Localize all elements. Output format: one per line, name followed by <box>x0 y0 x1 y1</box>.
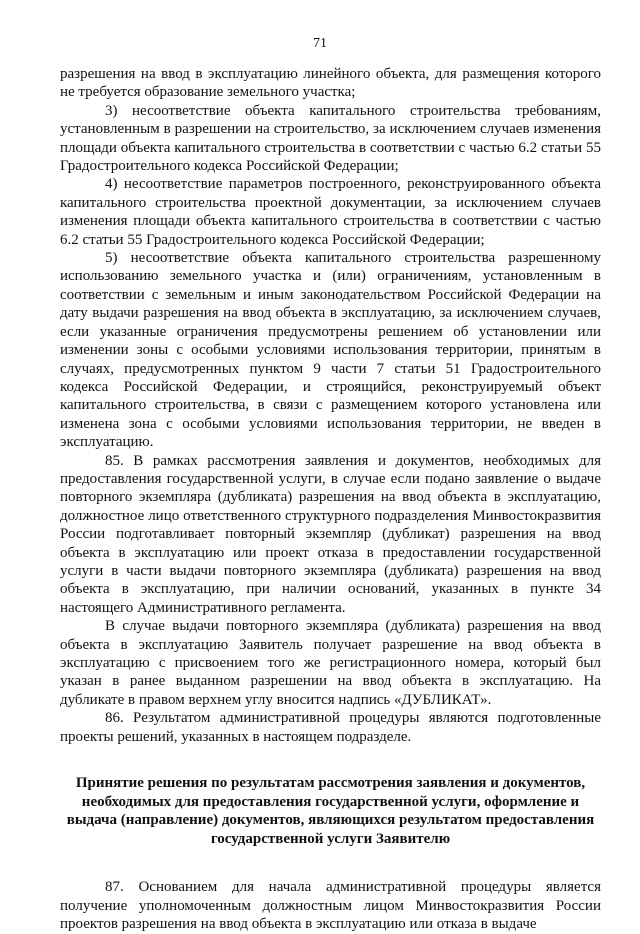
page-number: 71 <box>313 36 327 51</box>
paragraph-item-3: 3) несоответствие объекта капитального строительства требованиям, установленным в разрешении на строительство, за исключением случаев изменения площади объекта капитального строительства в соответствии с частью 6.2 статьи 55 Градостроительного кодекса Российской Федерации; <box>60 102 601 175</box>
paragraph-item-5: 5) несоответствие объекта капитального строительства разрешенному использованию земельного участка и (или) ограничениям, установленным в соответствии с земельным и иным законодательством Российской Федерации на дату выдачи разрешения на ввод объекта в эксплуатацию, за исключением случаев, если указанные ограничения предусмотрены решением об установлении или изменении зоны с особыми условиями использования территории, принятым в случаях, предусмотренных пунктом 9 части 7 статьи 51 Градостроительного кодекса Российской Федерации, и строящийся, реконструируемый объект капитального строительства, в связи с размещением которого установлена или изменена зона с особыми условиями использования территории, не введен в эксплуатацию. <box>60 250 601 451</box>
paragraph-86: 86. Результатом административной процедуры являются подготовленные проекты решений, указанных в настоящем подразделе. <box>60 710 601 745</box>
paragraph-87: 87. Основанием для начала административной процедуры является получение уполномоченным должностным лицом Минвостокразвития России проектов разрешения на ввод объекта в эксплуатацию или отказа в выдаче <box>60 879 601 933</box>
paragraph-85: 85. В рамках рассмотрения заявления и документов, необходимых для предоставления государственной услуги, в случае если подано заявление о выдаче повторного экземпляра (дубликата) разрешения на ввод объекта в эксплуатацию, должностное лицо ответственного структурного подразделения Минвостокразвития России подготавливает повторный экземпляр (дубликат) разрешения на ввод объекта в эксплуатацию или проект отказа в предоставлении государственной услуги в части выдачи повторного экземпляра (дубликата) разрешения на ввод объекта в эксплуатацию, при наличии оснований, указанных в пункте 34 настоящего Административного регламента. <box>60 452 601 616</box>
paragraph-item-4: 4) несоответствие параметров построенного, реконструированного объекта капитального строительства проектной документации, за исключением случаев изменения площади объекта капитального строительства в соответствии с частью 6.2 статьи 55 Градостроительного кодекса Российской Федерации; <box>60 176 601 248</box>
paragraph-continuation: разрешения на ввод в эксплуатацию линейного объекта, для размещения которого не требуется образование земельного участка; <box>60 66 601 101</box>
section-heading: Принятие решения по результатам рассмотрения заявления и документов, необходимых для предоставления государственной услуги, оформление и выдача (направление) документов, являющихся результатом предоставления государственной услуги Заявителю <box>66 775 595 847</box>
paragraph-duplicate: В случае выдачи повторного экземпляра (дубликата) разрешения на ввод объекта в эксплуатацию Заявитель получает разрешение на ввод объекта в эксплуатацию с присвоением того же регистрационного номера, который был указан в ранее выданном разрешении на ввод объекта в эксплуатацию. На дубликате в правом верхнем углу вносится надпись «ДУБЛИКАТ». <box>60 618 601 708</box>
page-body <box>60 65 601 934</box>
